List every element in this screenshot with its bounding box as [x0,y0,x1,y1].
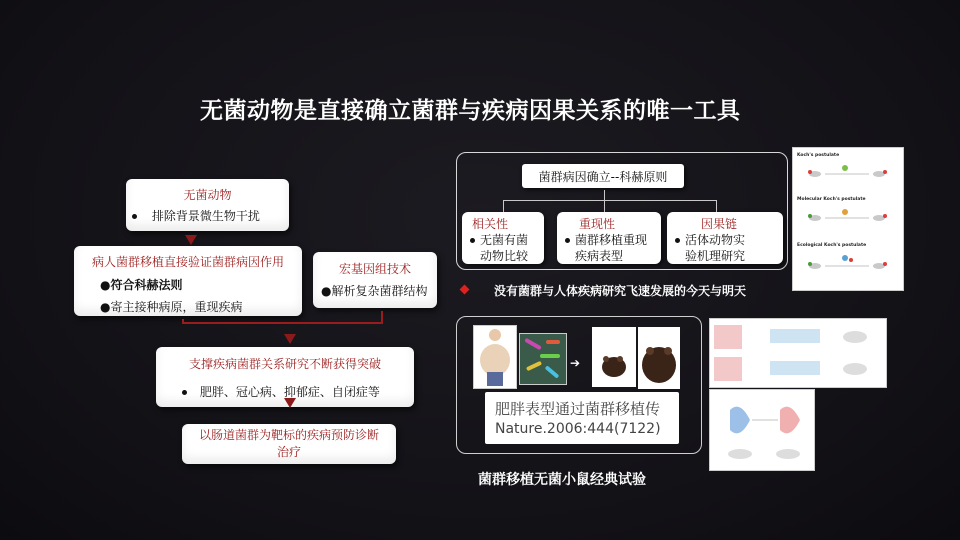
correlation-card [462,212,544,264]
reproducibility-line1: 菌群移植重现 [575,233,648,247]
fmt-validation-heading: 病人菌群移植直接验证菌群病因作用 [91,255,284,269]
obese-mouse-image [638,327,680,389]
connector-line [182,322,383,324]
koch-conform-text: ●符合科赫法则 [100,278,183,292]
germ-free-animal-text: 排除背景微生物干扰 [151,209,260,223]
bullet-icon [470,238,475,243]
causality-heading: 因果链 [701,217,738,231]
obese-person-image [473,325,517,389]
connector-line [604,190,605,200]
gut-bacteria-image [519,333,567,385]
slide-title: 无菌动物是直接确立菌群与疾病因果关系的唯一工具 [200,98,741,124]
correlation-line1: 无菌有菌 [480,233,529,247]
diagnosis-treatment-box [182,424,396,464]
fmt-validation-box [74,246,302,316]
germ-free-animal-heading: 无菌动物 [183,188,232,202]
connector-line [716,200,717,212]
research-breakthrough-heading: 支撑疾病菌群关系研究不断获得突破 [188,357,381,371]
arrow-down-icon [284,334,296,344]
classic-experiment-caption: 菌群移植无菌小鼠经典试验 [478,472,646,488]
causality-line2: 验机理研究 [685,249,746,263]
connector-line [381,311,383,324]
causality-line1: 活体动物实 [685,233,746,247]
germ-free-animal-box [126,179,289,231]
koch-label-3: Ecological Koch's postulate [797,243,867,248]
connector-line [503,200,504,212]
koch-label-2: Molecular Koch's postulate [797,197,866,202]
arrow-right-icon: ➔ [570,356,581,370]
reproducibility-card [557,212,661,264]
bullet-icon [565,238,570,243]
metagenomics-heading: 宏基因组技术 [338,262,411,276]
correlation-line2: 动物比较 [480,249,529,263]
koch-postulate-diagram [793,148,903,290]
bullet-icon [182,390,187,395]
mouse-row-2 [808,209,887,221]
connector-line [604,200,605,212]
host-inoculation-text: ●寄主接种病原，重现疾病 [100,300,243,314]
reproducibility-line2: 疾病表型 [575,249,624,263]
bullet-icon [132,214,137,219]
metagenomics-box [313,252,437,308]
development-statement: 没有菌群与人体疾病研究飞速发展的今天与明天 [494,284,747,298]
connector-line [503,200,717,201]
obesity-citation-box [485,392,679,444]
bullet-icon [675,238,680,243]
koch-label-1: Koch's postulate [797,153,840,158]
bullet-diamond-icon [460,285,470,295]
metagenomics-text: ●解析复杂菌群结构 [321,284,428,298]
diagnosis-treatment-heading: 以肠道菌群为靶标的疾病预防诊断治疗 [198,428,379,459]
koch-title-box [522,164,684,188]
koch-postulate-illustration [792,147,904,291]
mouse-row-3 [808,255,887,269]
mouse-row-1 [808,165,887,177]
causality-card [667,212,783,264]
lean-mouse-image [592,327,636,387]
obesity-caption-line1: 肥胖表型通过菌群移植传 [495,400,661,418]
arrow-down-icon [185,235,197,245]
arrow-down-icon [284,398,296,408]
disease-list-text: 肥胖、冠心病、抑郁症、自闭症等 [199,385,380,399]
koch-title: 菌群病因确立--科赫原则 [538,170,668,184]
correlation-heading: 相关性 [472,217,509,231]
obesity-caption-line2: Nature.2006:444(7122) [495,421,661,437]
transplant-illustration-top [709,318,887,388]
transplant-illustration-bottom [709,389,815,471]
reproducibility-heading: 重现性 [579,217,616,231]
